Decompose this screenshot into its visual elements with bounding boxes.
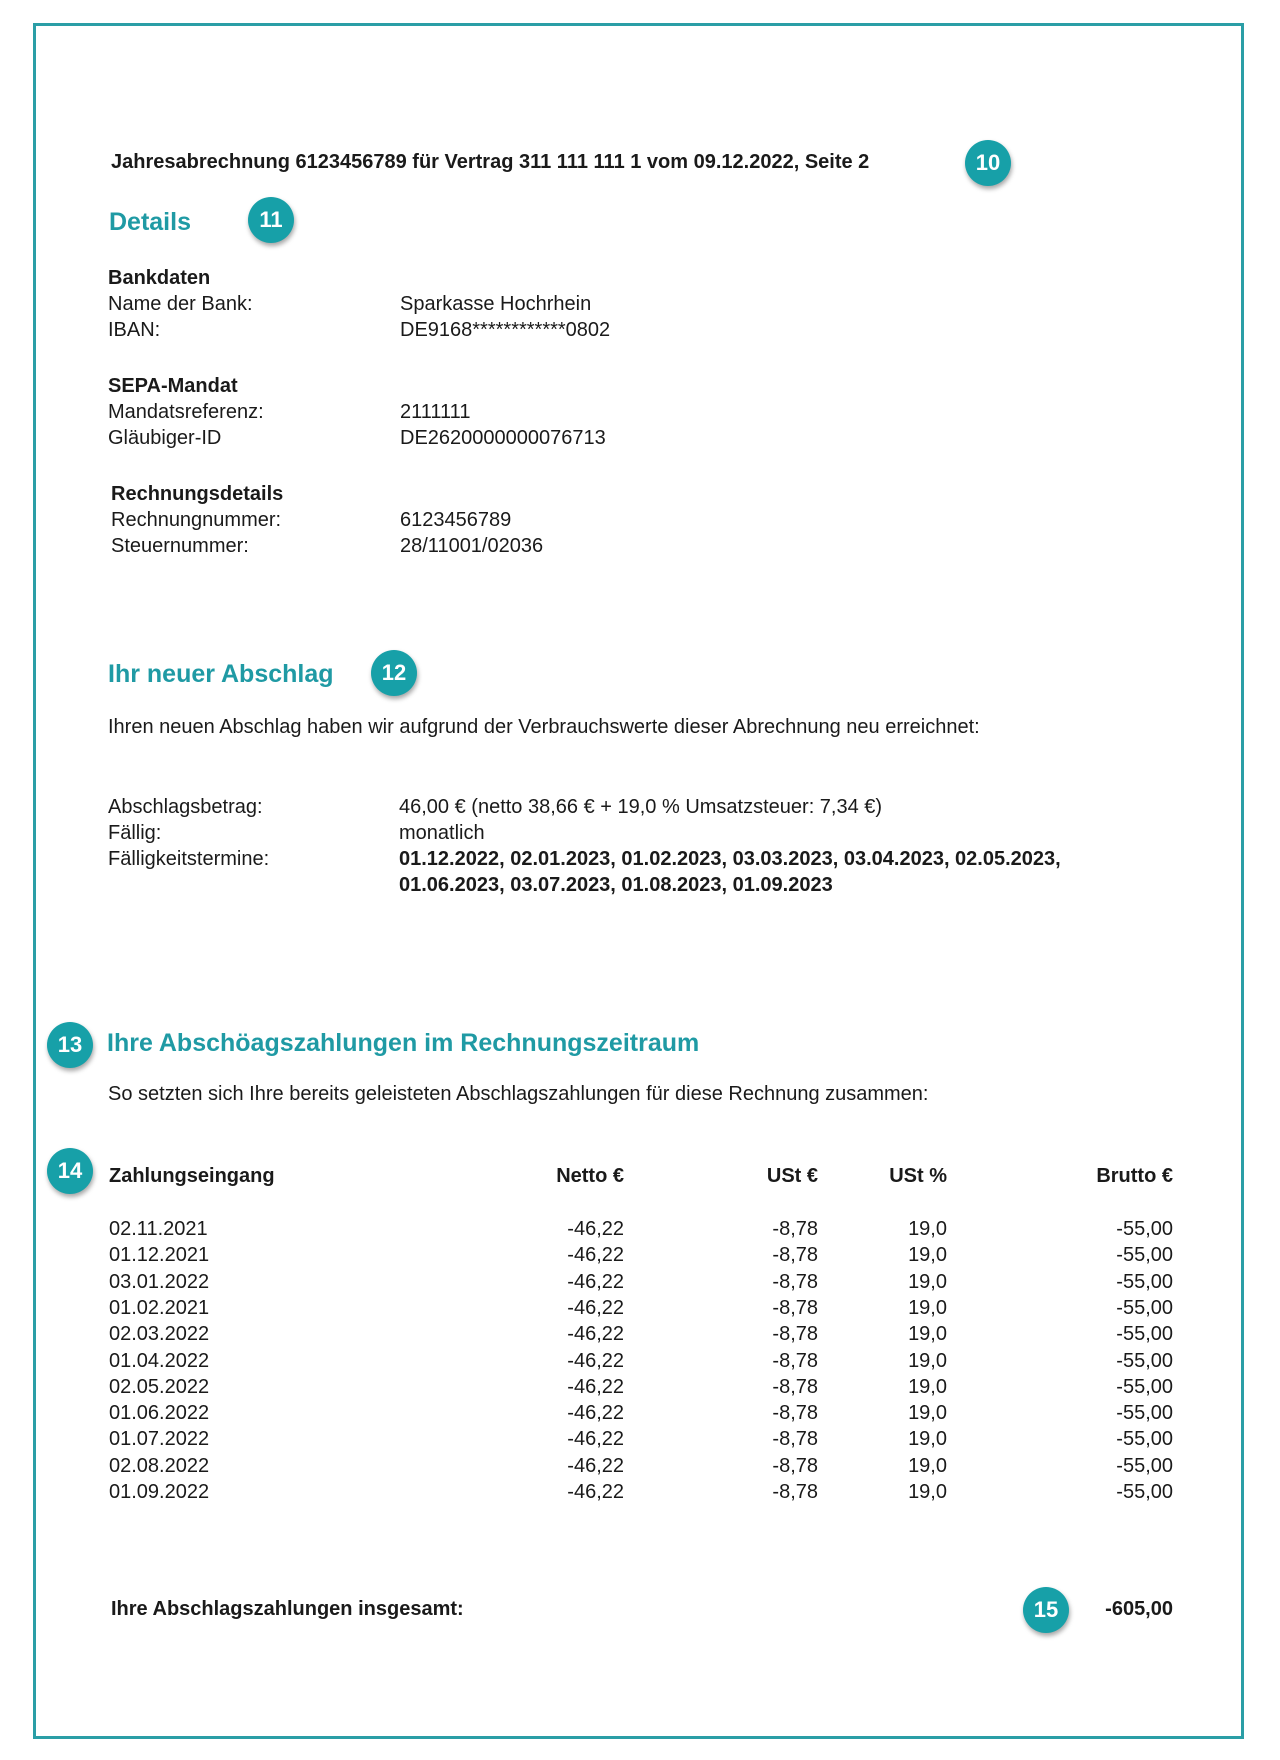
due-value: monatlich [399, 822, 485, 844]
column-header-date: Zahlungseingang [109, 1165, 275, 1187]
table-row [0, 1453, 1280, 1479]
tax-number-label: Steuernummer: [111, 535, 249, 557]
invoice-number-value: 6123456789 [400, 509, 512, 531]
net-amount-cell: -46,22 [567, 1375, 624, 1398]
gross-amount-cell: -55,00 [1116, 1270, 1173, 1293]
gross-amount-cell: -55,00 [1116, 1218, 1173, 1240]
vat-amount-cell: -8,78 [772, 1454, 818, 1477]
vat-percent-cell: 19,0 [908, 1481, 947, 1503]
vat-percent-cell: 19,0 [908, 1296, 947, 1319]
vat-percent-cell: 19,0 [908, 1454, 947, 1477]
net-amount-cell: -46,22 [567, 1270, 624, 1293]
table-row [0, 1426, 1280, 1452]
vat-amount-cell: -8,78 [772, 1296, 818, 1319]
gross-amount-cell: -55,00 [1116, 1428, 1173, 1451]
callout-badge-13: 13 [47, 1022, 93, 1068]
gross-amount-cell: -55,00 [1116, 1323, 1173, 1346]
callout-badge-10: 10 [965, 140, 1011, 186]
column-header-gross: Brutto € [1096, 1165, 1173, 1187]
net-amount-cell: -46,22 [567, 1244, 624, 1267]
vat-amount-cell: -8,78 [772, 1402, 818, 1425]
vat-amount-cell: -8,78 [772, 1270, 818, 1293]
invoice-number-label: Rechnungnummer: [111, 509, 282, 531]
net-amount-cell: -46,22 [567, 1481, 624, 1503]
vat-percent-cell: 19,0 [908, 1323, 947, 1346]
net-amount-cell: -46,22 [567, 1296, 624, 1319]
due-dates-line-2: 01.06.2023, 03.07.2023, 01.08.2023, 01.09.2023 [399, 874, 833, 896]
due-label: Fällig: [108, 822, 162, 844]
vat-amount-cell: -8,78 [772, 1218, 818, 1240]
net-amount-cell: -46,22 [567, 1454, 624, 1477]
payment-date-cell: 01.06.2022 [109, 1402, 210, 1425]
table-row [0, 1479, 1280, 1505]
column-header-vat: USt € [766, 1165, 818, 1187]
table-row [0, 1348, 1280, 1374]
net-amount-cell: -46,22 [567, 1323, 624, 1346]
gross-amount-cell: -55,00 [1116, 1454, 1173, 1477]
payment-date-cell: 01.09.2022 [109, 1481, 210, 1503]
table-row [0, 1269, 1280, 1295]
details-heading: Details [109, 208, 191, 236]
net-amount-cell: -46,22 [567, 1428, 624, 1451]
invoice-details-heading: Rechnungsdetails [111, 483, 284, 505]
table-row [0, 1216, 1280, 1242]
payment-date-cell: 01.04.2022 [109, 1349, 210, 1372]
vat-percent-cell: 19,0 [908, 1244, 947, 1267]
installment-amount-label: Abschlagsbetrag: [108, 796, 263, 818]
gross-amount-cell: -55,00 [1116, 1244, 1173, 1267]
vat-amount-cell: -8,78 [772, 1481, 818, 1503]
vat-amount-cell: -8,78 [772, 1349, 818, 1372]
tax-number-value: 28/11001/02036 [400, 535, 544, 557]
bank-heading: Bankdaten [108, 267, 211, 289]
creditor-id-value: DE2620000000076713 [400, 427, 606, 449]
vat-amount-cell: -8,78 [772, 1244, 818, 1267]
payment-date-cell: 02.03.2022 [109, 1323, 210, 1346]
gross-amount-cell: -55,00 [1116, 1375, 1173, 1398]
table-row [0, 1374, 1280, 1400]
bank-name-label: Name der Bank: [108, 293, 253, 315]
payment-date-cell: 01.12.2021 [109, 1244, 210, 1267]
payment-date-cell: 01.07.2022 [109, 1428, 210, 1451]
new-installment-intro: Ihren neuen Abschlag haben wir aufgrund der Verbrauchswerte dieser Abrechnung neu erreichnet: [108, 716, 980, 738]
net-amount-cell: -46,22 [567, 1218, 624, 1240]
iban-value: DE9168************0802 [400, 319, 611, 341]
payment-date-cell: 01.02.2021 [109, 1296, 210, 1319]
table-row [0, 1242, 1280, 1268]
gross-amount-cell: -55,00 [1116, 1349, 1173, 1372]
vat-percent-cell: 19,0 [908, 1428, 947, 1451]
installment-amount-value: 46,00 € (netto 38,66 € + 19,0 % Umsatzsteuer: 7,34 €) [399, 796, 883, 818]
net-amount-cell: -46,22 [567, 1349, 624, 1372]
payment-date-cell: 03.01.2022 [109, 1270, 210, 1293]
vat-percent-cell: 19,0 [908, 1270, 947, 1293]
page-title: Jahresabrechnung 6123456789 für Vertrag 311 111 111 1 vom 09.12.2022, Seite 2 [111, 151, 870, 173]
callout-badge-14: 14 [47, 1148, 93, 1194]
column-header-net: Netto € [556, 1165, 624, 1187]
sepa-heading: SEPA-Mandat [108, 375, 238, 397]
creditor-id-label: Gläubiger-ID [108, 427, 222, 449]
payments-intro: So setzten sich Ihre bereits geleisteten Abschlagszahlungen für diese Rechnung zusammen: [108, 1083, 929, 1105]
due-dates-label: Fälligkeitstermine: [108, 848, 270, 870]
table-row [0, 1321, 1280, 1347]
vat-amount-cell: -8,78 [772, 1428, 818, 1451]
payments-table-header [0, 1163, 1280, 1189]
payment-date-cell: 02.08.2022 [109, 1454, 210, 1477]
payments-heading: Ihre Abschöagszahlungen im Rechnungszeitraum [107, 1029, 700, 1057]
payment-date-cell: 02.05.2022 [109, 1375, 210, 1398]
mandate-ref-label: Mandatsreferenz: [108, 401, 264, 423]
vat-amount-cell: -8,78 [772, 1375, 818, 1398]
table-row [0, 1400, 1280, 1426]
callout-badge-12: 12 [371, 650, 417, 696]
vat-percent-cell: 19,0 [908, 1402, 947, 1425]
due-dates-line-1: 01.12.2022, 02.01.2023, 01.02.2023, 03.03.2023, 03.04.2023, 02.05.2023, [399, 848, 1061, 870]
payments-total-value: -605,00 [1105, 1598, 1173, 1620]
vat-percent-cell: 19,0 [908, 1218, 947, 1240]
vat-percent-cell: 19,0 [908, 1375, 947, 1398]
net-amount-cell: -46,22 [567, 1402, 624, 1425]
new-installment-heading: Ihr neuer Abschlag [108, 660, 334, 688]
column-header-vat-percent: USt % [889, 1165, 947, 1187]
table-row [0, 1295, 1280, 1321]
gross-amount-cell: -55,00 [1116, 1481, 1173, 1503]
gross-amount-cell: -55,00 [1116, 1402, 1173, 1425]
vat-amount-cell: -8,78 [772, 1323, 818, 1346]
iban-label: IBAN: [108, 319, 161, 341]
payments-total-label: Ihre Abschlagszahlungen insgesamt: [111, 1598, 464, 1620]
gross-amount-cell: -55,00 [1116, 1296, 1173, 1319]
payment-date-cell: 02.11.2021 [109, 1218, 208, 1240]
mandate-ref-value: 2111111 [400, 401, 471, 423]
bank-name-value: Sparkasse Hochrhein [400, 293, 592, 315]
vat-percent-cell: 19,0 [908, 1349, 947, 1372]
callout-badge-15: 15 [1023, 1587, 1069, 1633]
callout-badge-11: 11 [248, 197, 294, 243]
